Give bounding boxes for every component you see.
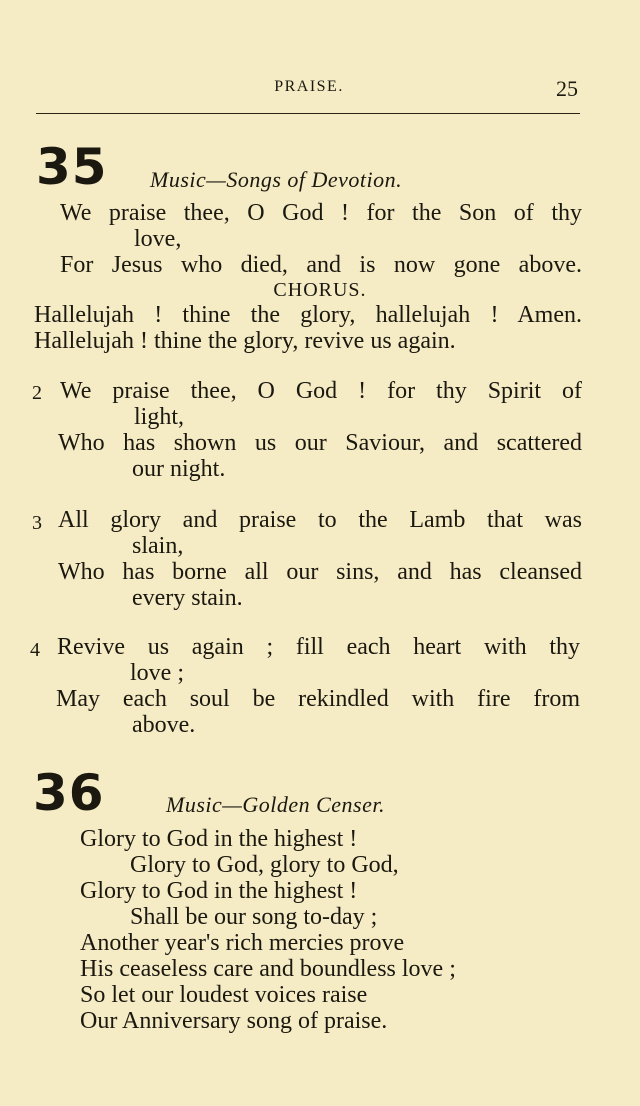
- hymn-35-verse-4-line-2: love ;: [130, 660, 184, 686]
- chorus-label: CHORUS.: [273, 279, 367, 301]
- hymn-36-line-8: Our Anniversary song of praise.: [80, 1008, 388, 1034]
- hymn-number-35: 35: [36, 138, 108, 196]
- hymn-35-verse-4-line-1: Revive us again ; fill each heart with thy: [57, 634, 580, 660]
- hymn-35-verse-3-line-2: slain,: [132, 533, 184, 559]
- hymn-35-verse-2-line-2: light,: [134, 404, 185, 430]
- hymn-35-verse-1-line-1: We praise thee, O God ! for the Son of thy: [60, 200, 582, 226]
- verse-number-3: 3: [32, 512, 42, 534]
- hymn-36-line-2: Glory to God, glory to God,: [130, 852, 399, 878]
- page-header: [0, 76, 640, 106]
- hymn-36-line-6: His ceaseless care and boundless love ;: [80, 956, 456, 982]
- hymn-36-line-1: Glory to God in the highest !: [80, 826, 358, 852]
- hymn-35-verse-3-line-4: every stain.: [132, 585, 243, 611]
- hymn-35-tune: Music—Songs of Devotion.: [150, 167, 403, 192]
- running-head: PRAISE.: [274, 78, 344, 95]
- hymn-36-tune: Music—Golden Censer.: [166, 792, 385, 817]
- page-number: 25: [556, 76, 578, 101]
- hymn-36-line-3: Glory to God in the highest !: [80, 878, 358, 904]
- hymn-35-verse-1-line-3: For Jesus who died, and is now gone above.: [60, 252, 582, 278]
- hymn-35-verse-2-line-1: We praise thee, O God ! for thy Spirit of: [60, 378, 582, 404]
- hymn-36-line-5: Another year's rich mercies prove: [80, 930, 405, 956]
- chorus-line-2: Hallelujah ! thine the glory, revive us again.: [34, 328, 456, 354]
- verse-number-4: 4: [30, 639, 40, 661]
- header-rule: [36, 113, 580, 114]
- hymn-35-verse-4-line-4: above.: [132, 712, 196, 738]
- hymn-36-line-7: So let our loudest voices raise: [80, 982, 368, 1008]
- hymn-36-line-4: Shall be our song to-day ;: [130, 904, 378, 930]
- hymn-35-verse-2-line-3: Who has shown us our Saviour, and scattered: [58, 430, 582, 456]
- hymn-35-verse-3-line-3: Who has borne all our sins, and has cleansed: [58, 559, 582, 585]
- hymn-35-verse-3-line-1: All glory and praise to the Lamb that was: [58, 507, 582, 533]
- hymn-35-verse-4-line-3: May each soul be rekindled with fire from: [56, 686, 580, 712]
- chorus-line-1: Hallelujah ! thine the glory, hallelujah ! Amen.: [34, 302, 582, 328]
- hymn-35-verse-2-line-4: our night.: [132, 456, 226, 482]
- hymn-number-36: 36: [33, 764, 105, 822]
- hymn-35-verse-1-line-2: love,: [134, 226, 182, 252]
- verse-number-2: 2: [32, 382, 42, 404]
